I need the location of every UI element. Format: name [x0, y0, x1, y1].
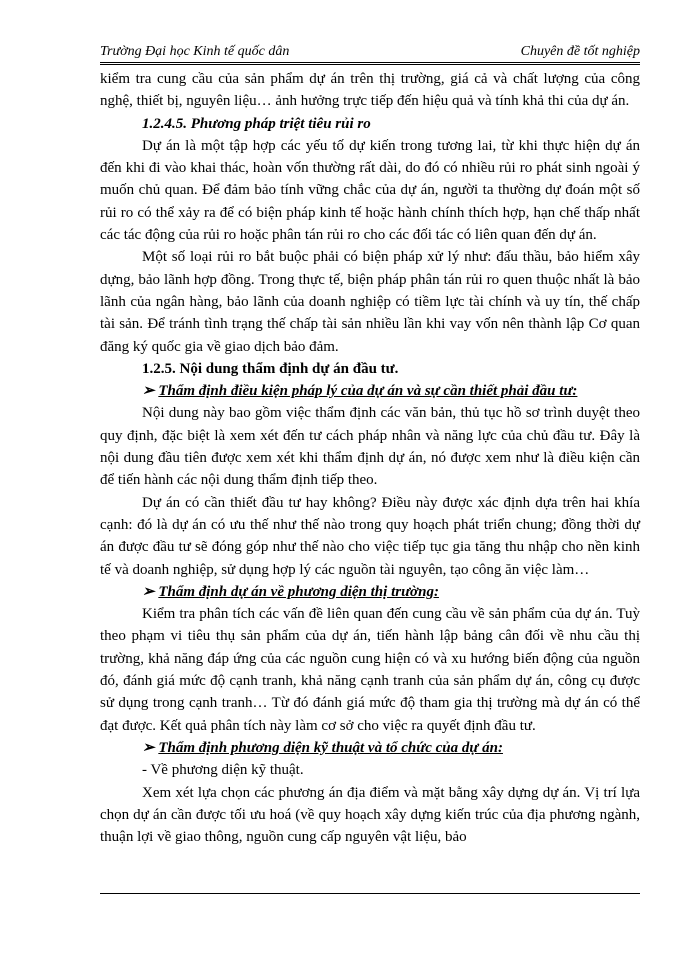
- paragraph-market: Kiểm tra phân tích các vấn đề liên quan đến cung cầu về sản phẩm của dự án. Tuỳ theo phạm vi tiêu thụ sản phẩm của dự án, tiến hành lập bảng cân đối về nhu cầu thị trường, khả năng đáp ứng của các nguồn cung hiện có và xu hướng biến động của nguồn đó, đánh giá mức độ cạnh tranh, khả năng cạnh tranh của sản phẩm dự án, công cụ được sử dụng trong cạnh tranh… Từ đó đánh giá mức độ tham gia thị trường mà dự án có thể đạt được. Kết quả phân tích này làm cơ sở cho việc ra quyết định đầu tư.: [100, 606, 640, 734]
- section-heading-risk-method: 1.2.4.5. Phương pháp triệt tiêu rủi ro: [142, 115, 371, 132]
- bullet-heading-market-text: Thẩm định dự án về phương diện thị trường:: [158, 583, 439, 600]
- arrow-icon: ➢: [142, 383, 155, 400]
- paragraph-risk-intro: Dự án là một tập hợp các yếu tố dự kiến trong tương lai, từ khi thực hiện dự án đến khi đi vào khai thác, hoàn vốn thường rất dài, do đó có nhiều rủi ro phát sinh ngoài ý muốn chủ quan. Để đảm bảo tính vững chắc của dự án, người ta thường dự đoán một số rủi ro có thể xảy ra để có biện pháp kinh tế hoặc hành chính thích hợp, hạn chế thấp nhất các tác động của rủi ro hoặc phân tán rủi ro cho các đối tác có liên quan đến dự án.: [100, 137, 640, 244]
- paragraph-risk-measures: Một số loại rủi ro bắt buộc phải có biện pháp xử lý như: đấu thầu, bảo hiểm xây dựng, bảo lãnh hợp đồng. Trong thực tế, biện pháp phân tán rủi ro quen thuộc nhất là bảo lãnh của ngân hàng, bảo lãnh của doanh nghiệp có tiềm lực tài chính và uy tín, thế chấp tài sản. Để tránh tình trạng thế chấp tài sản nhiều lần khi vay vốn nên thành lập Cơ quan đăng ký quốc gia về giao dịch bảo đảm.: [100, 249, 640, 355]
- arrow-icon: ➢: [142, 739, 155, 756]
- bullet-heading-legal-text: Thẩm định điều kiện pháp lý của dự án và sự cần thiết phải đầu tư:: [158, 383, 578, 400]
- section-heading-appraisal-content: 1.2.5. Nội dung thẩm định dự án đầu tư.: [142, 360, 399, 377]
- header-rule: [100, 62, 640, 65]
- paragraph-technical-location: Xem xét lựa chọn các phương án địa điểm và mặt bằng xây dựng dự án. Vị trí lựa chọn dự án cần được tối ưu hoá (về quy hoạch xây dựng kiến trúc của địa phương ngành, thuận lợi về giao thông, nguồn cung cấp nguyên vật liệu, bảo: [100, 784, 640, 846]
- footer-rule: [100, 893, 640, 894]
- document-body: [100, 68, 640, 848]
- paragraph-continuation: kiểm tra cung cầu của sản phẩm dự án trên thị trường, giá cả và chất lượng của công nghệ, thiết bị, nguyên liệu… ảnh hưởng trực tiếp đến hiệu quả và tính khả thi của dự án.: [100, 71, 640, 110]
- bullet-heading-legal: [100, 380, 640, 402]
- paragraph-technical-label: - Về phương diện kỹ thuật.: [142, 762, 304, 779]
- arrow-icon: ➢: [142, 583, 155, 600]
- page-header: [100, 40, 640, 66]
- paragraph-legal: Nội dung này bao gồm việc thẩm định các văn bản, thủ tục hồ sơ trình duyệt theo quy định, đặc biệt là xem xét đến tư cách pháp nhân và năng lực của chủ đầu tư. Đây là nội dung đầu tiên được xem xét khi thẩm định dự án, nó được xem như là điều kiện cần để tiến hành các nội dung thẩm định tiếp theo.: [100, 405, 640, 489]
- bullet-heading-technical-text: Thẩm định phương diện kỹ thuật và tổ chức của dự án:: [158, 739, 503, 756]
- paragraph-necessity: Dự án có cần thiết đầu tư hay không? Điều này được xác định dựa trên hai khía cạnh: đó là dự án có ưu thế như thế nào trong quy hoạch phát triển chung; đồng thời dự án được đầu tư sẽ đóng góp như thế nào cho việc tiếp tục gia tăng thu nhập cho nền kinh tế và doanh nghiệp, sử dụng hợp lý các nguồn tài nguyên, tạo công ăn việc làm…: [100, 494, 640, 578]
- header-thesis-title: Chuyên đề tốt nghiệp: [520, 44, 640, 59]
- bullet-heading-market: [100, 581, 640, 603]
- bullet-heading-technical: [100, 737, 640, 759]
- header-university: Trường Đại học Kinh tế quốc dân: [100, 44, 290, 59]
